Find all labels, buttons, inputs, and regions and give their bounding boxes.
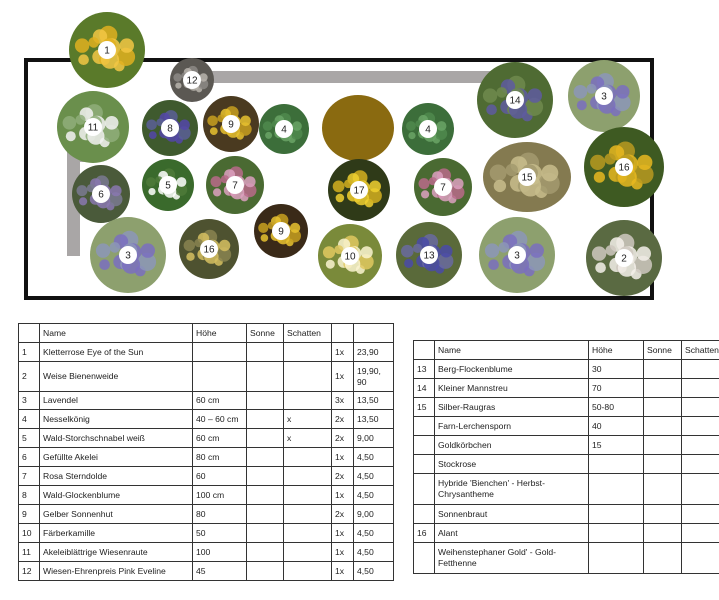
table-row: [19, 410, 394, 429]
table-cell: Silber-Raugras: [435, 398, 589, 417]
table-cell: [247, 467, 284, 486]
table-cell: [682, 417, 719, 436]
table-cell: 4,50: [354, 467, 394, 486]
table-cell: Wald-Storchschnabel weiß: [40, 429, 193, 448]
table-cell: [247, 392, 284, 410]
plant-9-circle: [203, 96, 259, 152]
table-cell: Berg-Flockenblume: [435, 360, 589, 379]
table-cell: [247, 505, 284, 524]
table-cell: [414, 455, 435, 474]
table-cell: Akeleiblättrige Wiesenraute: [40, 543, 193, 562]
plant-number: 12: [186, 75, 198, 87]
table-cell: Färberkamille: [40, 524, 193, 543]
table-cell: [284, 362, 332, 392]
table-row: [19, 467, 394, 486]
plant-9-circle: [254, 204, 308, 258]
table-cell: 45: [193, 562, 247, 581]
table-cell: 60 cm: [193, 392, 247, 410]
table-cell: 1x: [332, 362, 354, 392]
table-cell: 100: [193, 543, 247, 562]
table-cell: 11: [19, 543, 40, 562]
table-cell: 60: [193, 467, 247, 486]
table-cell: [644, 398, 682, 417]
table-cell: 14: [414, 379, 435, 398]
plant-3-circle: [479, 217, 555, 293]
table-cell: [247, 410, 284, 429]
table-cell: 60 cm: [193, 429, 247, 448]
table-cell: 13,50: [354, 392, 394, 410]
plant-number: 4: [425, 124, 431, 136]
table-cell: 8: [19, 486, 40, 505]
table-header-cell: Sonne: [247, 324, 284, 343]
plant-number: 10: [344, 251, 356, 263]
table-cell: [414, 417, 435, 436]
table-row: [414, 417, 719, 436]
table-row: [414, 455, 719, 474]
path-horizontal: [207, 71, 499, 83]
table-row: [19, 362, 394, 392]
table-cell: [414, 436, 435, 455]
plant-number: 3: [601, 91, 607, 103]
table-cell: Kleiner Mannstreu: [435, 379, 589, 398]
plant-number: 14: [509, 95, 521, 107]
table-row: [414, 398, 719, 417]
plant-10-circle: [318, 224, 382, 288]
table-row: [414, 379, 719, 398]
table-cell: Hybride 'Bienchen' - Herbst-Chrysanthemе: [435, 474, 589, 505]
table-cell: 3: [19, 392, 40, 410]
table-row: [19, 543, 394, 562]
table-cell: 13: [414, 360, 435, 379]
table-cell: 2: [19, 362, 40, 392]
table-cell: Gefüllte Akelei: [40, 448, 193, 467]
table-cell: [644, 379, 682, 398]
table-cell: [414, 543, 435, 574]
table-cell: Weise Bienenweide: [40, 362, 193, 392]
table-cell: [193, 362, 247, 392]
table-cell: 16: [414, 524, 435, 543]
table-cell: [284, 467, 332, 486]
plant-5-circle: [142, 159, 194, 211]
table-cell: [284, 343, 332, 362]
plant-number: 1: [104, 45, 110, 57]
table-header-cell: Höhe: [193, 324, 247, 343]
table-cell: 50: [193, 524, 247, 543]
table-cell: 13,50: [354, 410, 394, 429]
table-cell: 50-80: [589, 398, 644, 417]
table-cell: Farn-Lerchensporn: [435, 417, 589, 436]
table-cell: 1: [19, 343, 40, 362]
plant-number: 5: [165, 180, 171, 192]
table-cell: [414, 505, 435, 524]
table-cell: Weihenstephaner Gold' - Gold-Fetthenne: [435, 543, 589, 574]
table-cell: [682, 379, 719, 398]
table-row: [19, 429, 394, 448]
plant-number: 17: [353, 185, 365, 197]
table-cell: 15: [589, 436, 644, 455]
table-cell: [682, 543, 719, 574]
table-cell: [284, 524, 332, 543]
table-cell: [247, 562, 284, 581]
table-header-cell: Name: [435, 341, 589, 360]
table-cell: 1x: [332, 524, 354, 543]
table-cell: [644, 417, 682, 436]
table-cell: 2x: [332, 505, 354, 524]
table-row: [414, 524, 719, 543]
table-cell: 30: [589, 360, 644, 379]
table-cell: [247, 362, 284, 392]
plant-16-circle: [584, 127, 664, 207]
table-header-cell: Höhe: [589, 341, 644, 360]
table-cell: 9,00: [354, 429, 394, 448]
table-row: [414, 543, 719, 574]
plant-11-circle: [57, 91, 129, 163]
table-cell: 80 cm: [193, 448, 247, 467]
plant-3-circle: [90, 217, 166, 293]
table-cell: 15: [414, 398, 435, 417]
table-cell: Sonnenbraut: [435, 505, 589, 524]
table-cell: 2x: [332, 410, 354, 429]
plant-16-circle: [179, 219, 239, 279]
table-header-cell: [414, 341, 435, 360]
table-cell: 4,50: [354, 448, 394, 467]
plant-6-circle: [72, 165, 130, 223]
plant-number: 3: [514, 250, 520, 262]
table-cell: Goldkörbchen: [435, 436, 589, 455]
table-row: [19, 562, 394, 581]
table-cell: 2x: [332, 467, 354, 486]
table-cell: 40: [589, 417, 644, 436]
table-cell: [644, 360, 682, 379]
table-header-row: [19, 324, 394, 343]
table-header-cell: Schatten: [682, 341, 719, 360]
plant-table-2: [413, 340, 719, 574]
table-cell: [247, 486, 284, 505]
table-cell: 4,50: [354, 543, 394, 562]
plant-3-circle: [568, 60, 640, 132]
plant-number: 6: [98, 189, 104, 201]
table-cell: [682, 398, 719, 417]
plant-1-circle: [69, 12, 145, 88]
table-cell: [644, 436, 682, 455]
table-cell: Kletterrose Eye of the Sun: [40, 343, 193, 362]
table-cell: 1x: [332, 562, 354, 581]
plant-number: 13: [423, 250, 435, 262]
table-cell: 1x: [332, 343, 354, 362]
plant-number: 9: [278, 226, 284, 238]
plant-number: 11: [87, 122, 99, 134]
plant-number: 16: [618, 162, 630, 174]
table-cell: [284, 392, 332, 410]
table-cell: 1x: [332, 486, 354, 505]
table-header-cell: Schatten: [284, 324, 332, 343]
table-cell: 1x: [332, 448, 354, 467]
table-cell: [247, 543, 284, 562]
table-cell: Rosa Sterndolde: [40, 467, 193, 486]
table-cell: [284, 543, 332, 562]
table-cell: 7: [19, 467, 40, 486]
table-cell: 100 cm: [193, 486, 247, 505]
table-cell: 40 – 60 cm: [193, 410, 247, 429]
table-row: [19, 524, 394, 543]
table-row: [414, 505, 719, 524]
plant-4-circle: [259, 104, 309, 154]
plant-13-circle: [396, 222, 462, 288]
table-cell: 6: [19, 448, 40, 467]
table-cell: 10: [19, 524, 40, 543]
table-cell: [682, 455, 719, 474]
table-cell: [682, 524, 719, 543]
table-cell: [247, 343, 284, 362]
plant-4-circle: [402, 103, 454, 155]
center-disc: [322, 95, 394, 161]
table-cell: 9,00: [354, 505, 394, 524]
table-cell: 80: [193, 505, 247, 524]
table-cell: 23,90: [354, 343, 394, 362]
plant-number: 7: [232, 180, 238, 192]
table-cell: 4,50: [354, 524, 394, 543]
table-cell: [284, 505, 332, 524]
table-cell: x: [284, 429, 332, 448]
table-cell: [644, 524, 682, 543]
table-cell: Stockrose: [435, 455, 589, 474]
table-cell: [284, 448, 332, 467]
table-cell: 5: [19, 429, 40, 448]
table-cell: [284, 486, 332, 505]
plant-17-circle: [328, 159, 390, 221]
table-cell: [644, 455, 682, 474]
table-cell: [589, 505, 644, 524]
plant-15-circle: [483, 142, 571, 212]
table-cell: [414, 474, 435, 505]
plant-number: 4: [281, 124, 287, 136]
table-cell: 2x: [332, 429, 354, 448]
table-cell: [589, 455, 644, 474]
table-cell: x: [284, 410, 332, 429]
table-header-cell: [19, 324, 40, 343]
plant-2-circle: [586, 220, 662, 296]
table-cell: [589, 524, 644, 543]
table-cell: 1x: [332, 543, 354, 562]
table-cell: [682, 360, 719, 379]
plant-7-circle: [414, 158, 472, 216]
plant-number: 9: [228, 119, 234, 131]
table-cell: [589, 543, 644, 574]
table-cell: [284, 562, 332, 581]
table-row: [19, 486, 394, 505]
plant-12-circle: [170, 58, 214, 102]
table-cell: [644, 474, 682, 505]
table-cell: Nesselkönig: [40, 410, 193, 429]
table-cell: [682, 474, 719, 505]
table-cell: [682, 436, 719, 455]
table-cell: 4: [19, 410, 40, 429]
table-cell: 4,50: [354, 562, 394, 581]
table-header-cell: Sonne: [644, 341, 682, 360]
table-cell: 9: [19, 505, 40, 524]
plant-number: 8: [167, 123, 173, 135]
table-cell: Gelber Sonnenhut: [40, 505, 193, 524]
table-cell: [247, 448, 284, 467]
table-cell: [644, 543, 682, 574]
table-cell: [247, 524, 284, 543]
table-header-cell: Name: [40, 324, 193, 343]
table-cell: 3x: [332, 392, 354, 410]
plant-8-circle: [142, 100, 198, 156]
table-cell: Wald-Glockenblume: [40, 486, 193, 505]
plant-14-circle: [477, 62, 553, 138]
table-row: [414, 436, 719, 455]
plant-number: 15: [521, 172, 533, 184]
table-cell: Alant: [435, 524, 589, 543]
table-header-row: [414, 341, 719, 360]
table-cell: Wiesen-Ehrenpreis Pink Eveline: [40, 562, 193, 581]
table-row: [19, 392, 394, 410]
plant-7-circle: [206, 156, 264, 214]
table-cell: 12: [19, 562, 40, 581]
table-row: [19, 505, 394, 524]
table-cell: [589, 474, 644, 505]
plant-table-1: [18, 323, 394, 581]
table-cell: [247, 429, 284, 448]
table-cell: [644, 505, 682, 524]
table-cell: [193, 343, 247, 362]
table-cell: 70: [589, 379, 644, 398]
table-cell: Lavendel: [40, 392, 193, 410]
table-cell: [682, 505, 719, 524]
table-row: [414, 360, 719, 379]
table-cell: 19,90, 90: [354, 362, 394, 392]
plant-number: 7: [440, 182, 446, 194]
plant-number: 16: [203, 244, 215, 256]
plant-number: 2: [621, 253, 627, 265]
table-cell: 4,50: [354, 486, 394, 505]
table-row: [414, 474, 719, 505]
table-header-cell: [354, 324, 394, 343]
table-header-cell: [332, 324, 354, 343]
table-row: [19, 343, 394, 362]
table-row: [19, 448, 394, 467]
plant-number: 3: [125, 250, 131, 262]
